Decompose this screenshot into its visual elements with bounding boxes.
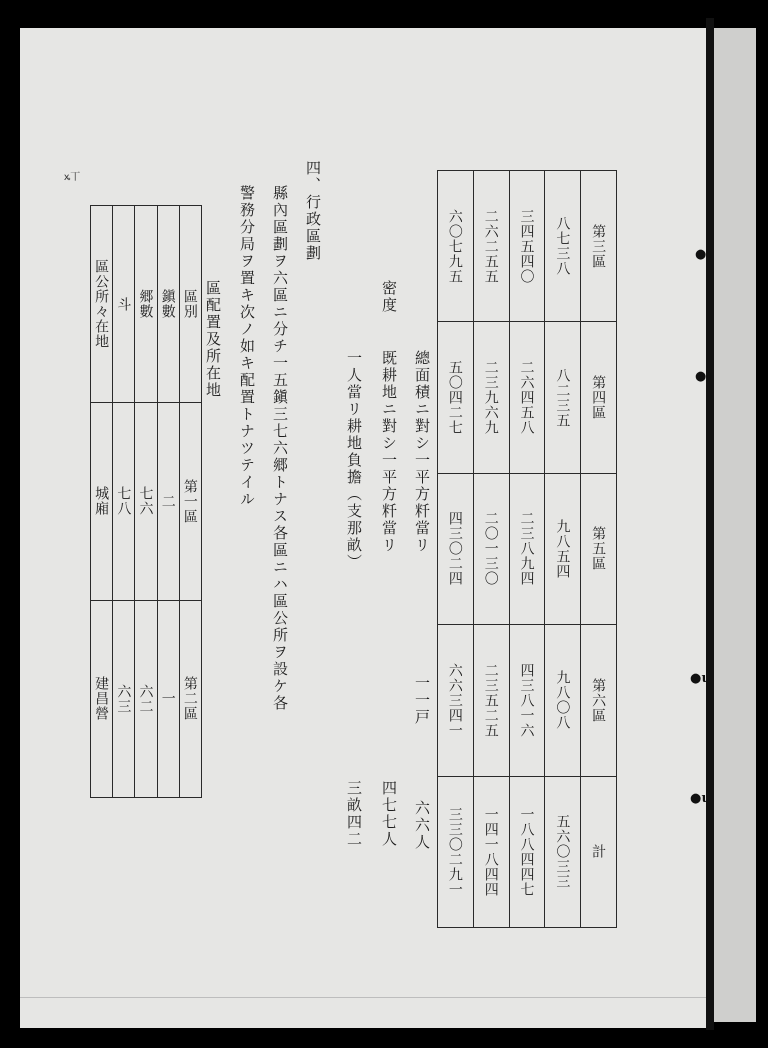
district-cell: 六三	[113, 600, 135, 797]
area-cell: 五〇四二七	[438, 322, 474, 473]
area-cell: 九八五四	[545, 473, 581, 624]
area-cell: 二六四五八	[509, 322, 545, 473]
density-line-1-value: 一一戸	[413, 675, 431, 726]
district-cell: 建昌營	[91, 600, 113, 797]
area-cell: 三三〇二九一	[438, 776, 474, 927]
area-cell: 八七三八	[545, 171, 581, 322]
binding-hole-4-icon: ●ɩ	[690, 791, 707, 806]
page-spine	[706, 18, 714, 1030]
density-line-2: 既耕地ニ對シ一平方粁當リ	[380, 350, 398, 554]
area-cell: 六〇七九五	[438, 171, 474, 322]
area-cell: 二三九六九	[473, 322, 509, 473]
area-row-name: 第四區	[581, 322, 617, 473]
area-row-name: 第五區	[581, 473, 617, 624]
district-header: 郷數	[135, 206, 157, 403]
section-line-3: 區配置及所在地	[204, 280, 222, 399]
area-cell: 二三八九四	[509, 473, 545, 624]
district-cell: 六二	[135, 600, 157, 797]
district-cell: 城廂	[91, 403, 113, 600]
area-cell: 二〇一三〇	[473, 473, 509, 624]
district-header: 鎭數	[157, 206, 179, 403]
area-cell: 九八〇八	[545, 625, 581, 776]
district-row-name: 第二區	[179, 600, 201, 797]
district-cell: 七六	[135, 403, 157, 600]
density-line-1: 總面積ニ對シ一平方粁當リ	[413, 350, 431, 554]
district-header: 斗	[113, 206, 135, 403]
area-cell: 三四五四〇	[509, 171, 545, 322]
district-cell: 二	[157, 403, 179, 600]
area-cell: 五六〇三三	[545, 776, 581, 927]
binding-hole-3-icon: ●ɩ	[690, 671, 707, 686]
density-line-1-value-2: 六六人	[413, 800, 431, 851]
section-line-1: 縣內區劃ヲ六區ニ分チ一五鎭三七六郷トナス各區ニハ區公所ヲ設ケ各	[271, 185, 289, 712]
area-cell: 四三八一六	[509, 625, 545, 776]
page-mark: ꭖ丅	[64, 172, 81, 183]
district-cell: 七八	[113, 403, 135, 600]
area-cell: 一八八四四七	[509, 776, 545, 927]
area-cell: 四三〇二四	[438, 473, 474, 624]
binding-hole-1-icon: ●ɩ	[695, 247, 712, 262]
area-cell: 八二三五	[545, 322, 581, 473]
adjacent-page-edge	[714, 28, 756, 1022]
area-row-name: 第六區	[581, 625, 617, 776]
area-table	[437, 170, 617, 928]
district-cell: 一	[157, 600, 179, 797]
area-row-name: 第三區	[581, 171, 617, 322]
district-header: 區別	[179, 206, 201, 403]
section-line-2: 警務分局ヲ置キ次ノ如キ配置トナツテイル	[238, 185, 256, 508]
density-label: 密度	[380, 280, 398, 314]
area-cell: 六六三四一	[438, 625, 474, 776]
density-line-3: 一人當リ耕地負擔（支那畝）	[345, 350, 363, 571]
area-cell: 一四一八四四	[473, 776, 509, 927]
area-cell: 二三五二五	[473, 625, 509, 776]
area-cell: 二六二五五	[473, 171, 509, 322]
density-line-2-value: 四七七人	[380, 780, 398, 848]
district-table	[90, 205, 202, 798]
binding-hole-2-icon: ●ɩ	[695, 369, 712, 384]
density-line-3-value: 三畝四二	[345, 780, 363, 848]
district-row-name: 第一區	[179, 403, 201, 600]
area-row-name: 計	[581, 776, 617, 927]
section-heading: 四、行政區劃	[304, 160, 322, 262]
district-header: 區公所々在地	[91, 206, 113, 403]
